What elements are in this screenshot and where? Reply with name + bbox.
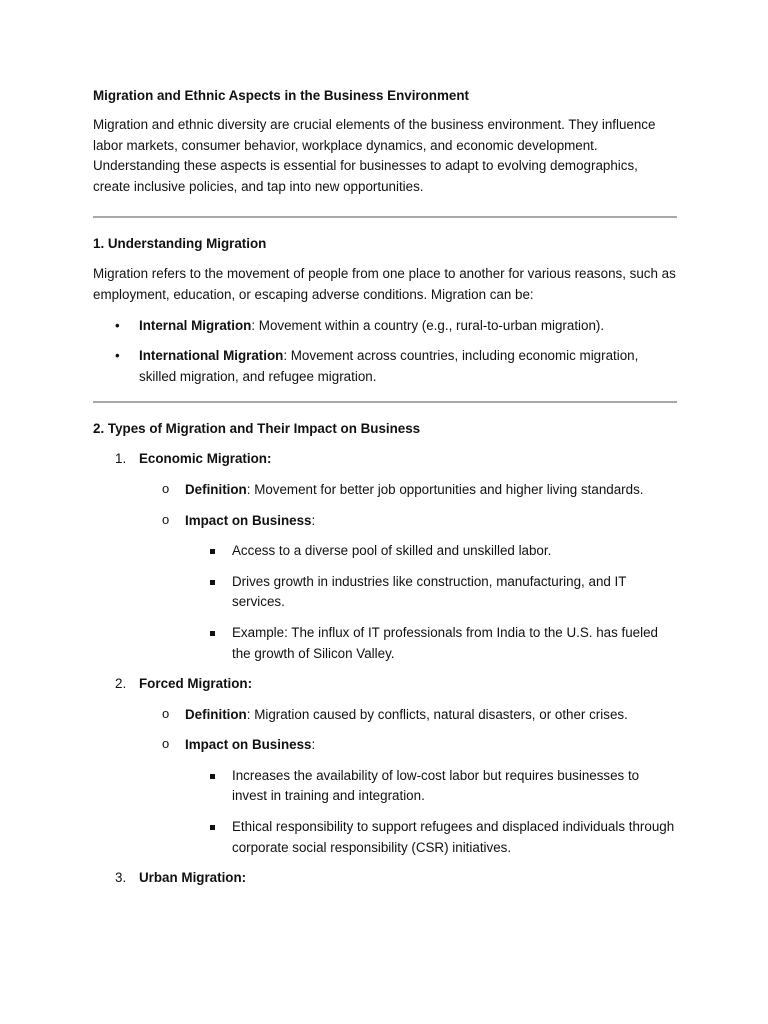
square-bullet-icon [210,825,215,830]
impact-point [93,541,677,562]
item-colon: : [266,451,272,467]
sub-bullet-marker: o [162,480,170,496]
impact-point [93,766,677,807]
definition-term: Definition [185,481,247,497]
impact-point [93,623,677,664]
sub-item-definition [93,705,677,726]
definition-text: : Movement for better job opportunities and higher living standards. [246,481,644,497]
list-item [93,346,677,387]
sub-bullet-marker: o [162,736,170,752]
square-bullet-icon [210,631,215,636]
item-number: 2. [115,676,127,692]
item-colon: : [241,870,247,886]
impact-point [93,817,677,858]
section-heading-types-of-migration: 2. Types of Migration and Their Impact on Business [93,421,421,437]
intro-paragraph: Migration and ethnic diversity are crucial elements of the business environment. They influence labor markets, consumer behavior, workplace dynamics, and economic development. Understanding these aspects is essential for businesses to adapt to evolving demographics, create inclusive policies, and tap into new opportunities. [93,117,656,194]
list-item-text: : Movement within a country (e.g., rural-to-urban migration). [251,317,605,333]
list-item-term: Internal Migration [139,317,252,333]
impact-colon: : [311,512,316,528]
bullet-marker: • [115,317,120,333]
document-page [93,86,677,899]
item-number: 1. [115,451,127,467]
numbered-item [93,868,677,889]
item-colon: : [247,676,253,692]
item-label: Urban Migration [139,870,242,886]
section-paragraph: Migration refers to the movement of people from one place to another for various reasons, such as employment, education, or escaping adverse conditions. Migration can be: [93,266,676,302]
square-bullet-icon [210,549,215,554]
sub-item-definition [93,480,677,501]
item-label: Economic Migration [139,451,267,467]
square-bullet-icon [210,580,215,585]
numbered-item [93,449,677,470]
list-item-term: International Migration [139,348,284,364]
sub-item-impact [93,735,677,756]
document-title: Migration and Ethnic Aspects in the Business Environment [93,88,469,103]
impact-term: Impact on Business [185,737,312,753]
numbered-item [93,674,677,695]
sub-bullet-marker: o [162,511,170,527]
list-item [93,316,677,337]
impact-text: Access to a diverse pool of skilled and unskilled labor. [232,543,552,559]
migration-types-list [93,316,677,388]
section-heading-understanding-migration: 1. Understanding Migration [93,236,267,252]
impact-colon: : [311,737,316,753]
impact-text: Example: The influx of IT professionals from India to the U.S. has fueled the growth of Silicon Valley. [232,624,658,661]
impact-term: Impact on Business [185,512,312,528]
impact-text: Ethical responsibility to support refugees and displaced individuals through corporate social responsibility (CSR) initiatives. [232,819,675,855]
item-label: Forced Migration [139,676,248,692]
definition-text: : Migration caused by conflicts, natural disasters, or other crises. [246,706,628,722]
section-divider [93,216,677,218]
impact-text: Increases the availability of low-cost labor but requires businesses to invest in training and integration. [232,767,640,804]
sub-item-impact [93,511,677,532]
impact-text: Drives growth in industries like construction, manufacturing, and IT services. [232,573,627,610]
item-number: 3. [115,870,127,886]
definition-term: Definition [185,706,247,722]
square-bullet-icon [210,774,215,779]
impact-point [93,572,677,613]
section-divider [93,401,677,403]
sub-bullet-marker: o [162,705,170,721]
bullet-marker: • [115,348,120,364]
list-item-text: : Movement across countries, including economic migration, skilled migration, and refugee migration. [139,348,639,384]
